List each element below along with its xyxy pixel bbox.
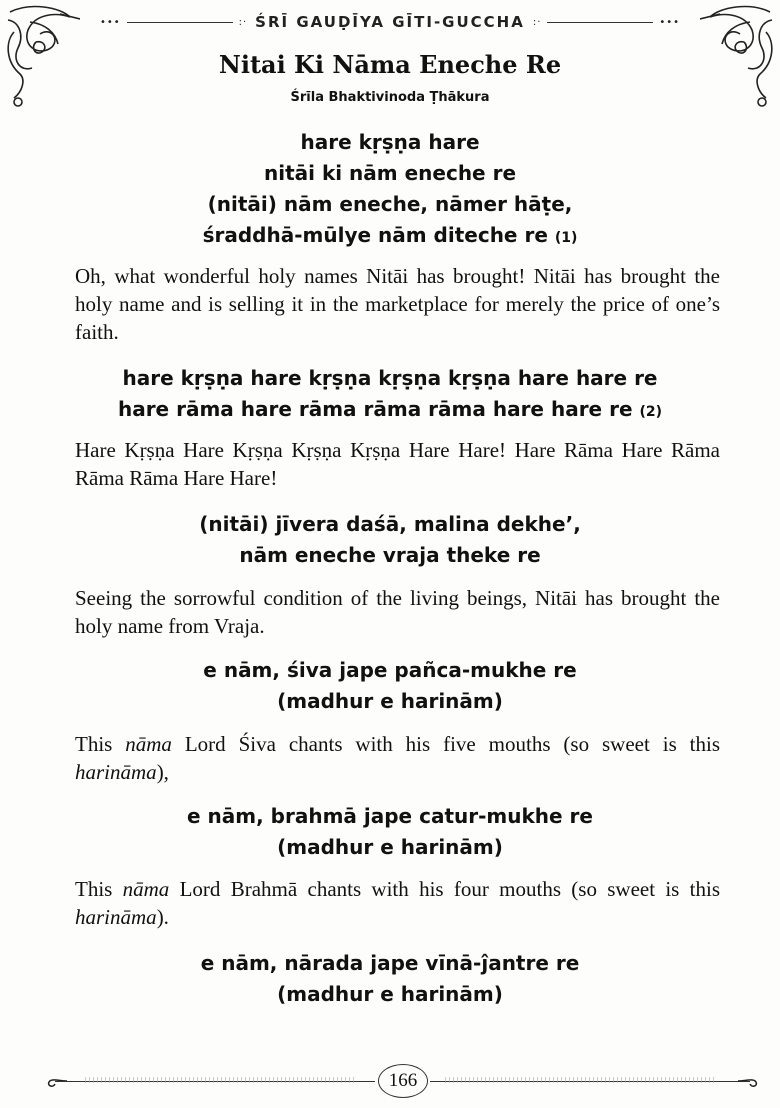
song-author: Śrīla Bhaktivinoda Ṭhākura: [290, 90, 490, 105]
verse-2: [0, 363, 780, 428]
verse-line: hare kṛṣṇa hare kṛṣṇa kṛṣṇa kṛṣṇa hare hare re: [122, 366, 658, 390]
verse-line: (madhur e harinām): [277, 835, 503, 859]
verse-line: hare kṛṣṇa hare: [300, 130, 480, 154]
header-rule-left: [127, 22, 233, 23]
verse-line: (madhur e harinām): [277, 982, 503, 1006]
footer-hatch-right: [445, 1077, 715, 1083]
verse-6: [0, 948, 780, 1010]
verse-line: nitāi ki nām eneche re: [263, 161, 517, 185]
footer-curl-icon: [45, 1072, 69, 1092]
page-number: 166: [378, 1064, 428, 1098]
italic-term: nāma: [122, 877, 170, 901]
translation-3: Seeing the sorrowful condition of the living beings, Nitāi has brought the holy name from Vraja.: [75, 586, 720, 638]
translation-5: This nāma Lord Brahmā chants with his four mouths (so sweet is this harināma).: [75, 877, 720, 929]
verse-3: [0, 509, 780, 571]
header-dots-icon: •••: [100, 16, 121, 28]
translation-1: Oh, what wonderful holy names Nitāi has brought! Nitāi has brought the holy name and is selling it in the marketplace for merely the price of one’s faith.: [75, 264, 720, 344]
translation-2: Hare Kṛṣṇa Hare Kṛṣṇa Kṛṣṇa Kṛṣṇa Hare Hare! Hare Rāma Hare Rāma Rāma Rāma Hare Hare!: [75, 438, 720, 490]
translation-4: This nāma Lord Śiva chants with his five mouths (so sweet is this harināma),: [75, 732, 720, 784]
verse-5: [0, 801, 780, 863]
song-title: Nitai Ki Nāma Eneche Re: [218, 50, 562, 79]
header-rule-right: [547, 22, 653, 23]
verse-line: śraddhā-mūlye nām diteche re: [202, 223, 548, 247]
footer-curl-icon: [736, 1072, 760, 1092]
verse-line: (madhur e harinām): [277, 689, 503, 713]
header-colon-icon: :·: [238, 16, 248, 28]
running-header: [100, 12, 680, 32]
verse-1: [0, 127, 780, 254]
footer-hatch-left: [85, 1077, 355, 1083]
running-title: ŚRĪ GAUḌĪYA GĪTI-GUCCHA: [255, 13, 525, 31]
italic-term: nāma: [125, 732, 172, 756]
verse-line: hare rāma hare rāma rāma rāma hare hare re: [117, 397, 633, 421]
italic-term: harināma: [75, 905, 157, 929]
italic-term: harināma: [75, 760, 157, 784]
page-footer: [45, 1062, 760, 1102]
header-colon-icon: :·: [532, 16, 542, 28]
verse-line: e nām, brahmā jape catur-mukhe re: [187, 804, 593, 828]
verse-line: (nitāi) jīvera daśā, malina dekhe’,: [199, 512, 581, 536]
verse-line: nām eneche vraja theke re: [239, 543, 541, 567]
verse-4: [0, 655, 780, 717]
verse-number: (2): [639, 404, 663, 420]
verse-line: e nām, śiva jape pañca-mukhe re: [203, 658, 577, 682]
header-dots-icon: •••: [659, 16, 681, 28]
verse-line: (nitāi) nām eneche, nāmer hāṭe,: [207, 192, 573, 216]
verse-number: (1): [554, 230, 578, 246]
verse-line: e nām, nārada jape vīnā-ĵantre re: [200, 951, 580, 975]
